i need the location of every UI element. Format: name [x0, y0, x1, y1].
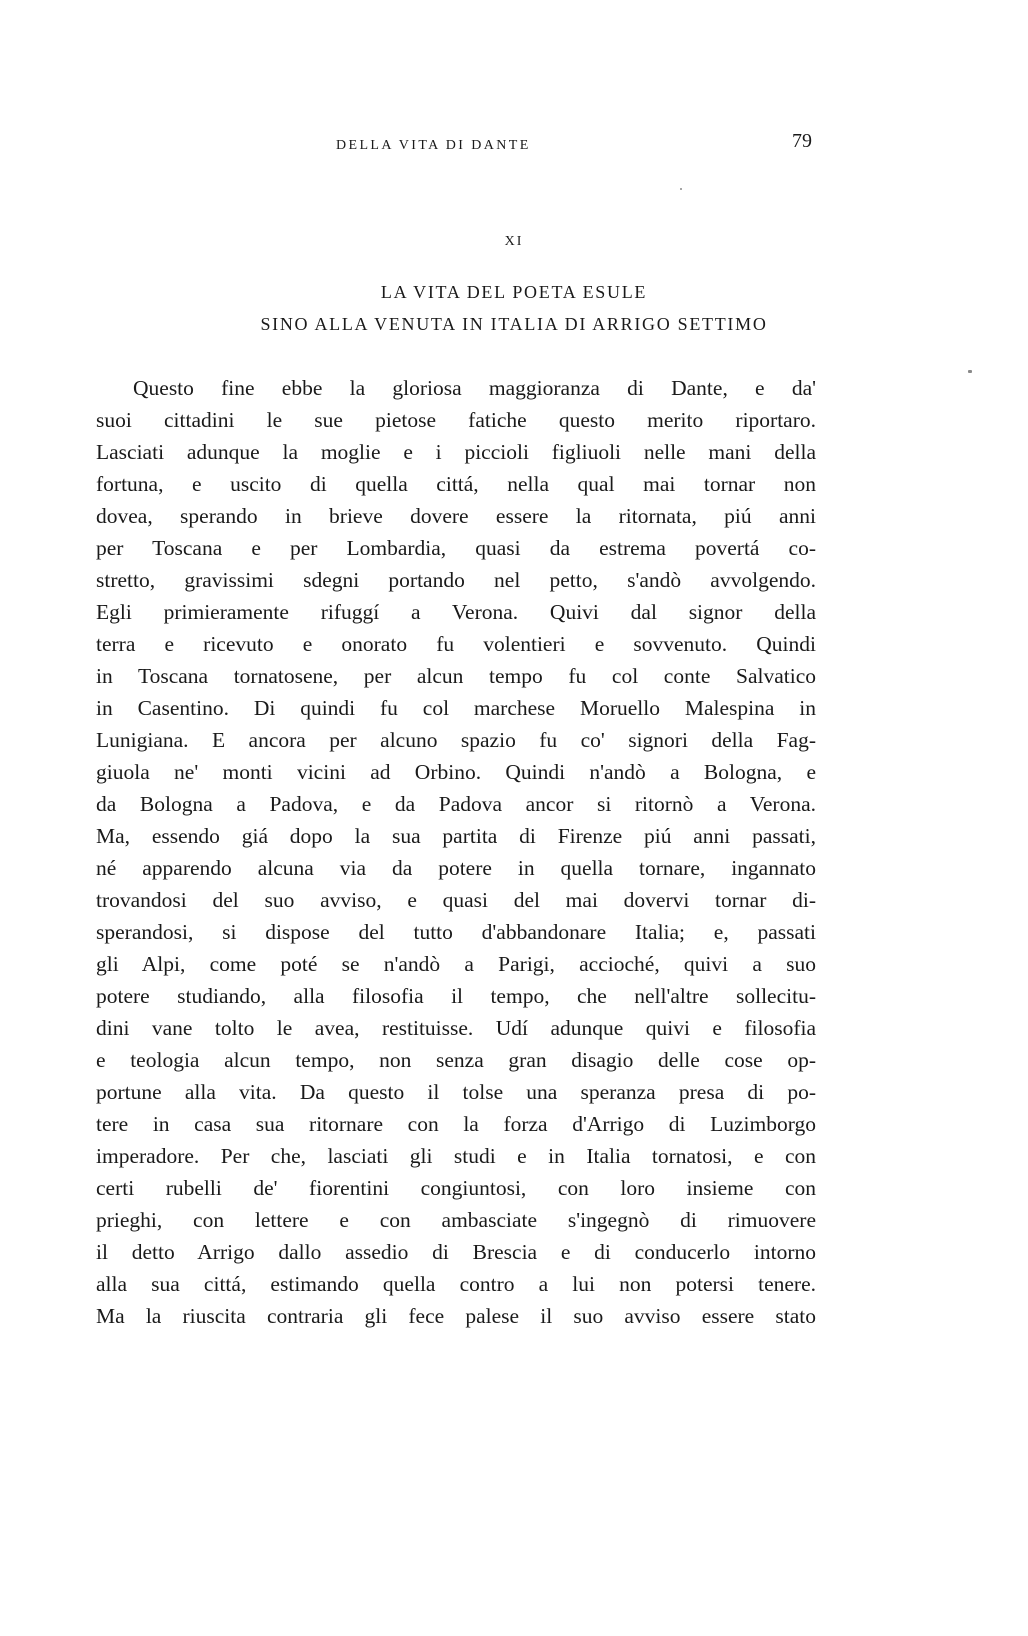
running-header [0, 130, 1028, 160]
scan-speck [968, 370, 972, 373]
text-line: dovea, sperando in brieve dovere essere la ritornata, piú anni [96, 504, 816, 528]
text-line: trovandosi del suo avviso, e quasi del mai dovervi tornar di- [96, 888, 816, 912]
text-line: tere in casa sua ritornare con la forza d'Arrigo di Luzimborgo [96, 1112, 816, 1136]
text-line: giuola ne' monti vicini ad Orbino. Quindi n'andò a Bologna, e [96, 760, 816, 784]
text-line: e teologia alcun tempo, non senza gran disagio delle cose op- [96, 1048, 816, 1072]
text-line: per Toscana e per Lombardia, quasi da estrema povertá co- [96, 536, 816, 560]
text-line: fortuna, e uscito di quella cittá, nella qual mai tornar non [96, 472, 816, 496]
text-line: da Bologna a Padova, e da Padova ancor si ritornò a Verona. [96, 792, 816, 816]
text-line: Ma, essendo giá dopo la sua partita di Firenze piú anni passati, [96, 824, 816, 848]
text-line: portune alla vita. Da questo il tolse una speranza presa di po- [96, 1080, 816, 1104]
text-line: gli Alpi, come poté se n'andò a Parigi, accioché, quivi a suo [96, 952, 816, 976]
text-line: in Toscana tornatosene, per alcun tempo fu col conte Salvatico [96, 664, 816, 688]
running-title: DELLA VITA DI DANTE [336, 138, 531, 153]
text-line: Ma la riuscita contraria gli fece palese il suo avviso essere stato [96, 1304, 816, 1328]
chapter-number: XI [504, 234, 524, 249]
text-line: Lunigiana. E ancora per alcuno spazio fu co' signori della Fag- [96, 728, 816, 752]
text-line: in Casentino. Di quindi fu col marchese Moruello Malespina in [96, 696, 816, 720]
text-line: Lasciati adunque la moglie e i piccioli figliuoli nelle mani della [96, 440, 816, 464]
text-line: dini vane tolto le avea, restituisse. Udí adunque quivi e filosofia [96, 1016, 816, 1040]
chapter-title-line-1: LA VITA DEL POETA ESULE [380, 282, 648, 302]
text-line: alla sua cittá, estimando quella contro a lui non potersi tenere. [96, 1272, 816, 1296]
text-line: terra e ricevuto e onorato fu volentieri e sovvenuto. Quindi [96, 632, 816, 656]
text-line: Questo fine ebbe la gloriosa maggioranza di Dante, e da' [133, 376, 816, 400]
text-line: imperadore. Per che, lasciati gli studi e in Italia tornatosi, e con [96, 1144, 816, 1168]
text-line: il detto Arrigo dallo assedio di Brescia e di conducerlo intorno [96, 1240, 816, 1264]
chapter-title-line-2: SINO ALLA VENUTA IN ITALIA DI ARRIGO SETTIMO [260, 314, 768, 334]
text-line: stretto, gravissimi sdegni portando nel petto, s'andò avvolgendo. [96, 568, 816, 592]
text-line: suoi cittadini le sue pietose fatiche questo merito riportaro. [96, 408, 816, 432]
text-line: certi rubelli de' fiorentini congiuntosi, con loro insieme con [96, 1176, 816, 1200]
body-text [96, 372, 816, 1332]
text-line: potere studiando, alla filosofia il tempo, che nell'altre sollecitu- [96, 984, 816, 1008]
text-line: né apparendo alcuna via da potere in quella tornare, ingannato [96, 856, 816, 880]
text-line: prieghi, con lettere e con ambasciate s'ingegnò di rimuovere [96, 1208, 816, 1232]
scan-speck [680, 188, 682, 190]
text-line: sperandosi, si dispose del tutto d'abbandonare Italia; e, passati [96, 920, 816, 944]
page-number: 79 [792, 130, 812, 152]
text-line: Egli primieramente rifuggí a Verona. Quivi dal signor della [96, 600, 816, 624]
